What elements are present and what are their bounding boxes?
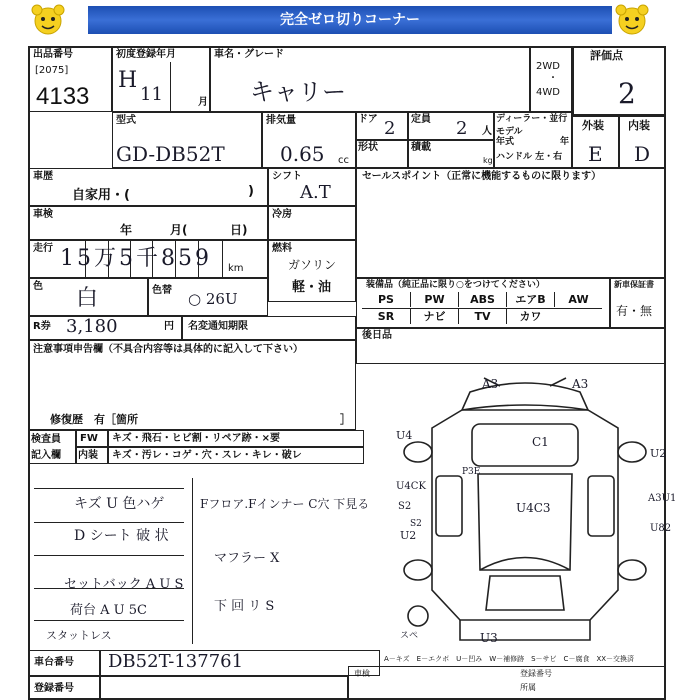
displacement-label: 排気量 xyxy=(266,115,296,126)
door-label: ドア xyxy=(358,114,378,125)
note-right-2: マフラー X xyxy=(214,551,280,566)
reg-year: 11 xyxy=(140,84,163,105)
inspector-label: 検査員 xyxy=(31,434,61,445)
usage-cell xyxy=(28,168,268,206)
mascot-left-icon xyxy=(28,2,68,38)
mark-u82: U82 xyxy=(650,523,672,534)
equipment-item: PW xyxy=(410,292,458,307)
mark-u4c3: U4C3 xyxy=(516,501,551,515)
drive-dot: ・ xyxy=(548,73,558,84)
mark-s2-b: S2 xyxy=(410,519,422,529)
interior-items: キズ・汚レ・コゲ・穴・スレ・キレ・破レ xyxy=(112,450,302,461)
sales-point-cell xyxy=(356,168,666,278)
reg-month-unit: 月 xyxy=(198,97,208,108)
note-left-1: キズ U 色ハゲ xyxy=(74,496,165,512)
usage-value: 自家用・( xyxy=(72,188,130,203)
equipment-item xyxy=(554,308,602,309)
car-name: キャリー xyxy=(250,78,346,106)
recycle-label: R券 xyxy=(33,321,51,332)
footer-c: 所属 xyxy=(520,683,536,692)
drive-2wd: 2WD xyxy=(536,61,560,72)
repair-close: ］ xyxy=(340,413,351,426)
mark-u2-side: U2 xyxy=(400,529,417,542)
damage-legend: A－キズ E－エクボ U－凹み W－補修跡 S－サビ C－腐食 XX－交換済 xyxy=(384,655,635,663)
color-code: ○ 26U xyxy=(188,290,238,308)
footer-a: 車検 xyxy=(354,669,370,678)
chassis-label: 車台番号 xyxy=(34,657,74,668)
reg-value-cell xyxy=(100,676,348,700)
displacement-value: 0.65 xyxy=(280,142,325,166)
mark-u3: U3 xyxy=(480,631,498,645)
equipment-item: SR xyxy=(362,308,410,324)
year-unit: 年 xyxy=(560,137,570,147)
load-label: 積載 xyxy=(411,142,431,153)
fw-items: キズ・飛石・ヒビ割・リペア跡・×要 xyxy=(112,433,280,444)
mileage-label: 走行 xyxy=(33,243,53,254)
insp-year: 年 xyxy=(120,223,133,237)
chassis-value: DB52T-137761 xyxy=(108,651,244,672)
capacity-unit: 人 xyxy=(482,126,492,137)
color-label: 色 xyxy=(33,281,43,292)
repair-label: 修復歴 有［箇所 xyxy=(50,413,138,426)
equipment-item: AW xyxy=(554,292,602,307)
footer-stamp-cell xyxy=(348,666,666,700)
equipment-item: エアB xyxy=(506,292,554,307)
shift-value: A.T xyxy=(300,182,331,203)
equipment-item: ナビ xyxy=(410,308,458,324)
insp-month: 月( xyxy=(170,223,188,237)
mark-p3e: P3E xyxy=(462,467,481,477)
recycle-value: 3,180 xyxy=(66,316,118,337)
score-label: 評価点 xyxy=(590,49,623,62)
insp-day: 日) xyxy=(230,223,248,237)
mark-u2-front: U2 xyxy=(650,447,667,460)
fuel-light-oil: 軽・油 xyxy=(292,280,332,295)
note-left-5: スタットレス xyxy=(46,629,112,642)
exterior-grade: E xyxy=(588,142,603,166)
note-right-3: 下 回 リ S xyxy=(214,599,275,614)
equipment-label: 装備品（純正品に限り○をつけてください） xyxy=(366,280,545,290)
mileage-value: 15万5千859 xyxy=(60,246,212,271)
model-year-label-b: 年式 xyxy=(496,137,515,147)
mascot-right-icon xyxy=(612,2,652,38)
handle-label: ハンドル 左・右 xyxy=(496,152,563,162)
note-left-4: 荷台 A U 5C xyxy=(70,603,147,618)
dealer-label: ディーラー・並行 xyxy=(496,114,568,124)
inspection-label: 車検 xyxy=(33,209,53,220)
warranty-label: 新車保証書 xyxy=(614,280,654,289)
color-value: 白 xyxy=(76,286,99,311)
displacement-unit: cc xyxy=(338,155,349,166)
later-items-label: 後日品 xyxy=(362,330,392,341)
usage-label: 車歴 xyxy=(33,171,53,182)
exterior-label: 外装 xyxy=(582,119,604,132)
drive-4wd: 4WD xyxy=(536,87,560,98)
mark-s2: S2 xyxy=(398,501,412,512)
equipment-item: ABS xyxy=(458,292,506,307)
car-name-label: 車名・グレード xyxy=(214,49,284,60)
mark-u4ck: U4CK xyxy=(396,481,426,492)
lot-number: 4133 xyxy=(36,83,90,110)
name-change-label: 名変通知期限 xyxy=(188,321,248,332)
mark-u4: U4 xyxy=(396,429,413,442)
load-unit: kg xyxy=(483,156,493,165)
fuel-label: 燃料 xyxy=(272,243,292,254)
mark-a3-left: A3 xyxy=(482,377,499,391)
reg-era: H xyxy=(118,68,138,93)
reg-label: 登録番号 xyxy=(34,683,74,694)
aircon-label: 冷房 xyxy=(272,209,292,220)
shape-label: 形状 xyxy=(358,142,378,153)
warranty-value: 有・無 xyxy=(616,304,653,318)
footer-b: 登録番号 xyxy=(520,669,552,678)
model-type: GD-DB52T xyxy=(116,142,225,166)
lot-no-label: 出品番号 xyxy=(33,49,73,60)
capacity-value: 2 xyxy=(456,118,468,139)
fw-label: FW xyxy=(80,433,98,444)
interior-label: 内装 xyxy=(628,119,650,132)
model-type-label: 型式 xyxy=(116,115,136,126)
interior-row-label: 内装 xyxy=(78,450,98,461)
mark-c1: C1 xyxy=(532,435,549,449)
equipment-item: カワ xyxy=(506,308,554,324)
interior-grade: D xyxy=(634,142,651,166)
page-banner: 完全ゼロ切りコーナー xyxy=(88,6,612,34)
note-left-3: セットバック A U S xyxy=(64,577,184,592)
capacity-label: 定員 xyxy=(411,114,431,125)
fuel-gasoline: ガソリン xyxy=(288,258,337,272)
mark-a3-right: A3 xyxy=(572,377,589,391)
recycle-yen: 円 xyxy=(164,321,174,332)
mileage-unit: km xyxy=(228,263,244,274)
sales-point-label: セールスポイント（正常に機能するものに限ります） xyxy=(362,171,602,182)
entry-label: 記入欄 xyxy=(31,450,61,461)
note-right-1: Fフロア.Fインナー C穴 下見る xyxy=(200,497,370,511)
later-items-cell xyxy=(356,328,666,364)
equipment-item: PS xyxy=(378,293,394,306)
equipment-item: TV xyxy=(458,308,506,324)
model-year-label-a: モデル xyxy=(496,127,523,137)
note-left-2: D シート 破 状 xyxy=(74,528,169,544)
lot-code: [2075] xyxy=(35,65,69,76)
usage-close: ) xyxy=(248,184,254,199)
mark-a3u1: A3U1 xyxy=(648,493,677,504)
score-value: 2 xyxy=(618,77,636,110)
shift-label: シフト xyxy=(272,171,302,182)
notes-label: 注意事項申告欄（不具合内容等は具体的に記入して下さい） xyxy=(33,344,303,355)
mark-spare: スペ xyxy=(400,631,419,641)
color-change-label: 色替 xyxy=(152,285,172,296)
door-value: 2 xyxy=(384,118,396,139)
first-reg-label: 初度登録年月 xyxy=(116,49,176,60)
